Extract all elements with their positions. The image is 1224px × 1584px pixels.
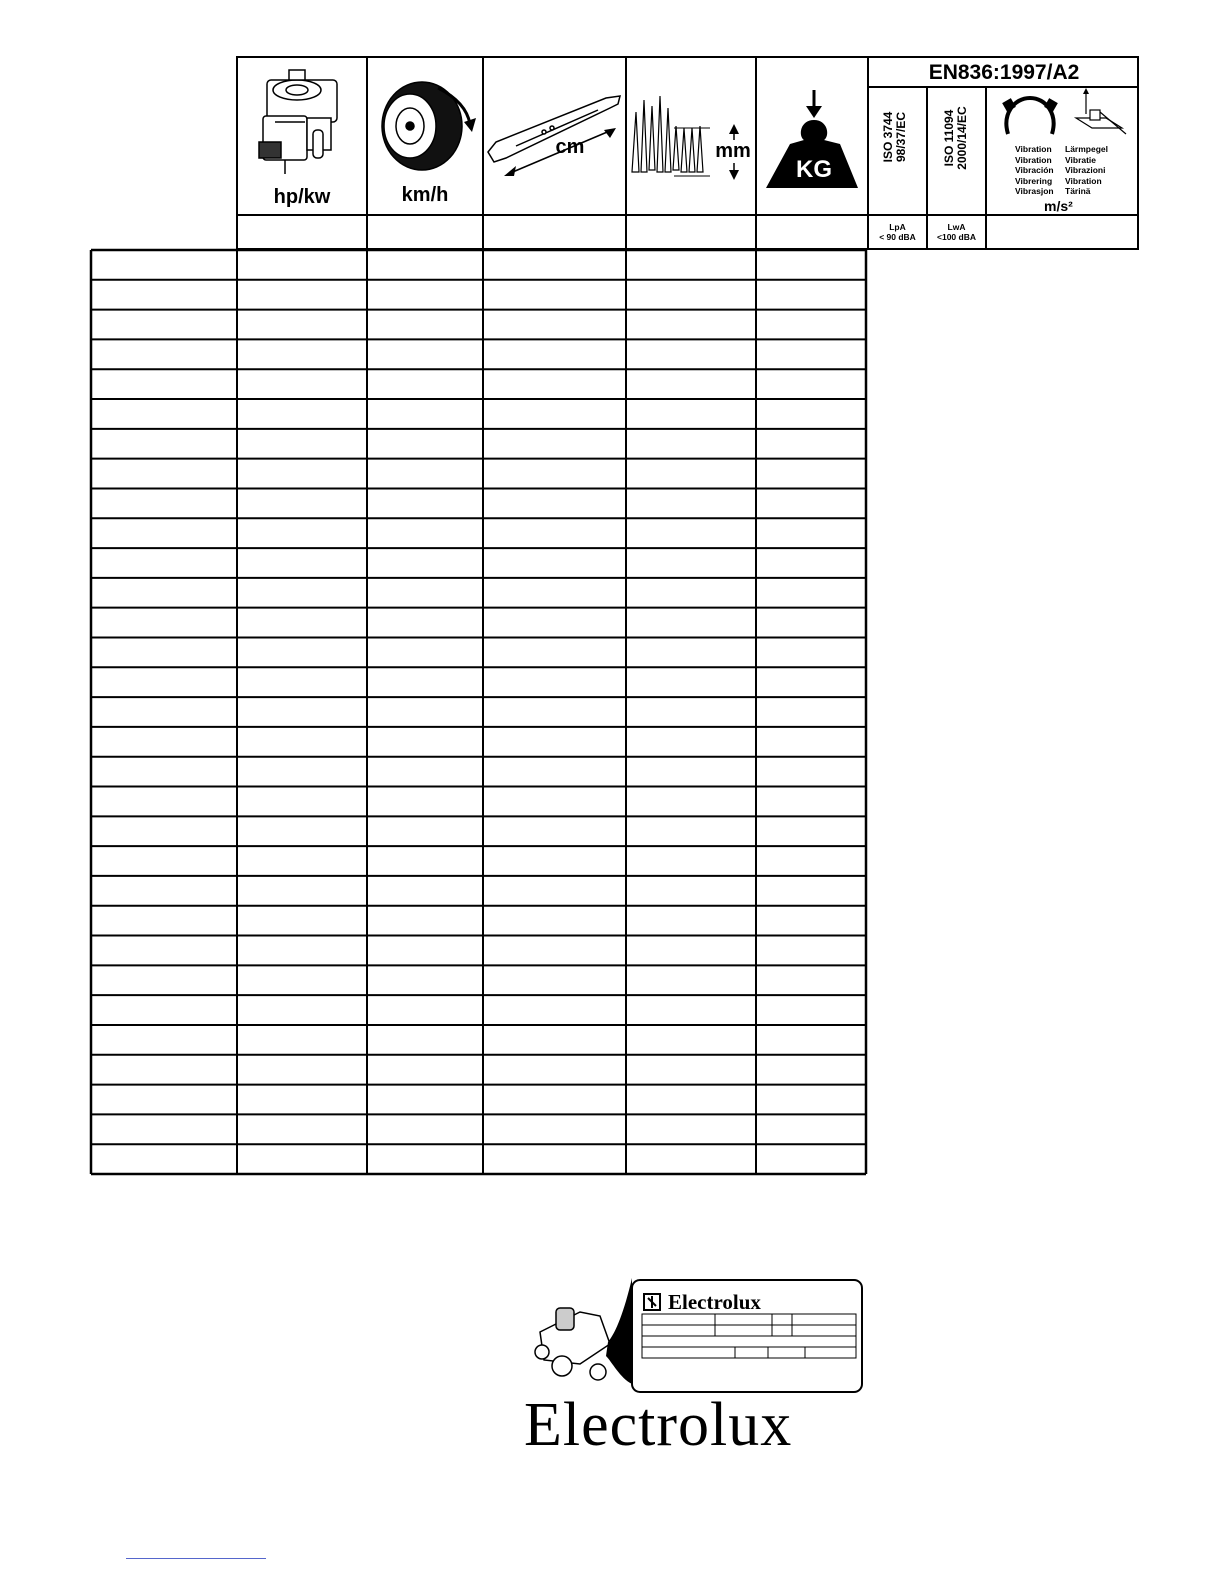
- standard-title: EN836:1997/A2: [928, 61, 1080, 84]
- speed-unit-label: km/h: [401, 184, 449, 206]
- lpa-line1: LpA: [889, 222, 906, 232]
- vibration-unit-label: m/s²: [1044, 198, 1073, 214]
- engine-unit-label: hp/kw: [273, 186, 331, 208]
- plate-brand-name: Electrolux: [668, 1290, 761, 1314]
- lpa-line2: < 90 dBA: [879, 232, 916, 242]
- vibration-labels-col1: Vibration Vibration Vibración Vibrering Vibrasjon: [1015, 144, 1054, 196]
- lwa-line2: <100 dBA: [937, 232, 976, 242]
- iso-11094-line2: 2000/14/EC: [955, 106, 969, 170]
- blade-unit-label: cm: [555, 136, 585, 158]
- weight-unit-label: KG: [796, 156, 832, 183]
- footer-link-underline: [126, 1558, 266, 1559]
- vibration-labels-col2: Lärmpegel Vibratie Vibrazioni Vibration Tärinä: [1065, 144, 1108, 196]
- brand-logo-text: Electrolux: [524, 1391, 793, 1459]
- height-unit-label: mm: [712, 140, 754, 163]
- iso-3744-line1: ISO 3744: [881, 111, 895, 163]
- iso-11094-line1: ISO 11094: [942, 109, 956, 167]
- lwa-line1: LwA: [947, 222, 966, 232]
- iso-3744-line2: 98/37/EC: [894, 111, 908, 163]
